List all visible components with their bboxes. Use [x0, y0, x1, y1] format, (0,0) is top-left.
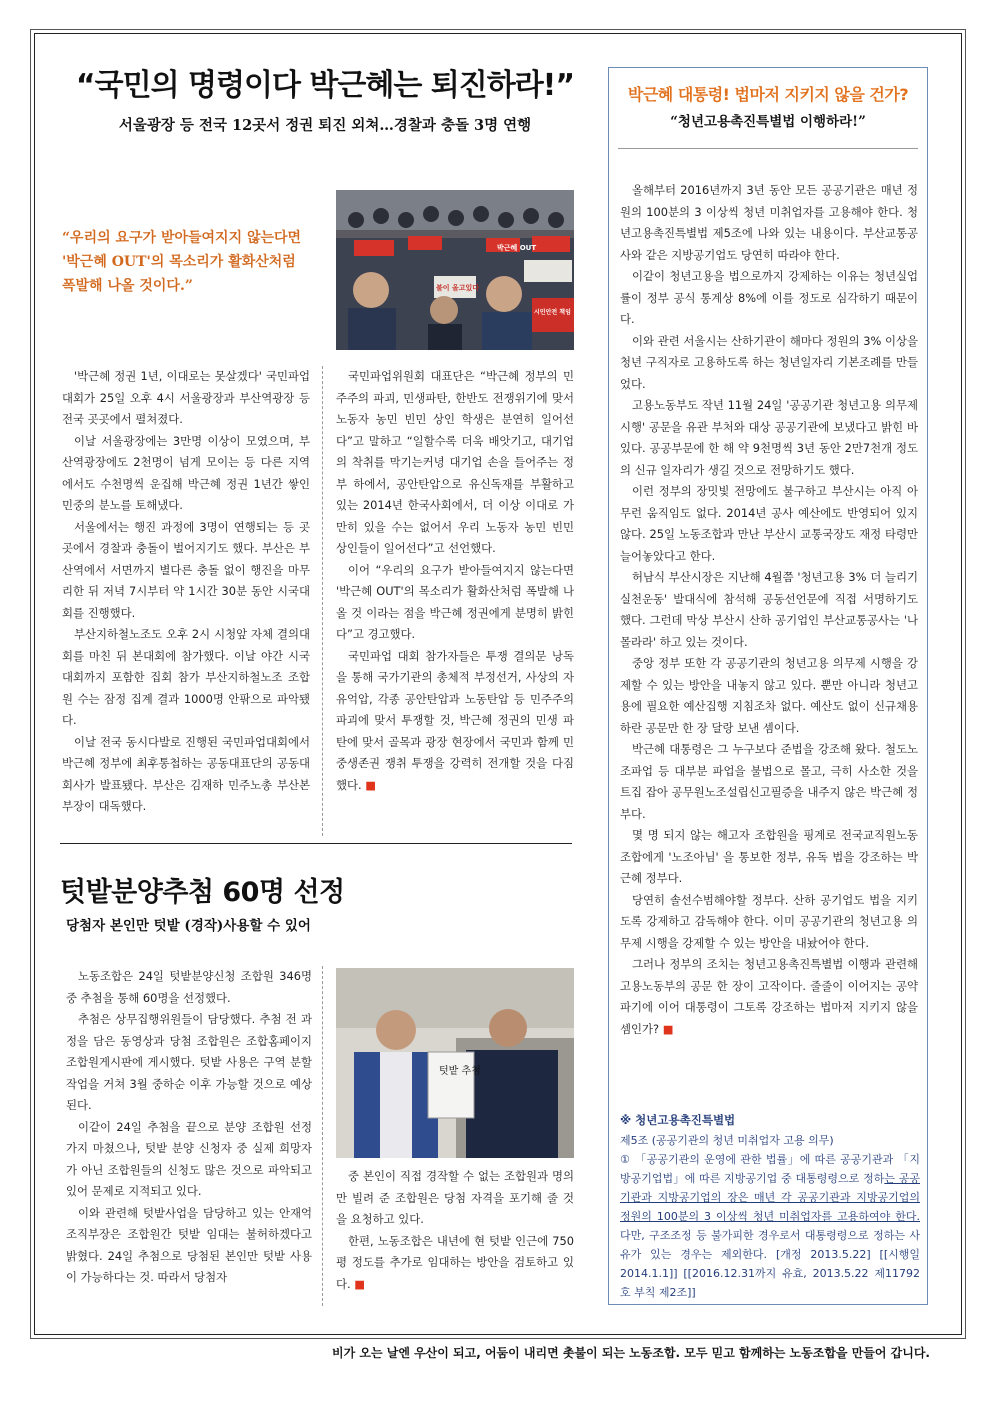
- paragraph: 국민파업위원회 대표단은 “박근혜 정부의 민주주의 파괴, 민생파탄, 한반도 전쟁위기에 맞서 노동자 농민 빈민 상인 학생은 분연히 일어선다”고 말하고 “일할수록 더욱 배앗기고, 대기업의 착취를 막기는커녕 대기업 손을 들어주는 정부 하에서, 공안탄압으로 유신독재를 부활하고 있는 2014년 한국사회에서, 더 이상 이대로 가만히 있을 수는 없어서 우리 노동자 농민 빈민 상인들이 일어선다”고 선언했다.: [336, 369, 574, 555]
- footer-slogan: 비가 오는 날엔 우산이 되고, 어둠이 내리면 촛불이 되는 노동조합. 모두 믿고 함께하는 노동조합을 만들어 갑니다.: [332, 1346, 930, 1360]
- article1-column-1: [62, 366, 310, 818]
- photo-sign-fire: 불이 올고있다: [436, 284, 480, 292]
- paragraph: 올해부터 2016년까지 3년 동안 모든 공공기관은 매년 정원의 100분의 3 이상씩 청년 미취업자를 고용해야 한다. 청년고용촉진특별법 제5조에 나와 있는 내용이다. 부산교통공사와 같은 지방공기업도 당연히 따라야 한다.: [620, 183, 918, 262]
- article1-headline: “국민의 명령이다 박근혜는 퇴진하라!”: [75, 68, 575, 103]
- article1-subhead: 서울광장 등 전국 12곳서 정권 퇴진 외쳐…경찰과 충돌 3명 연행: [118, 117, 532, 134]
- law-clause-start: ① 「공공기관의 운영에 관한 법률」에 따른 공공기관과 「지방공기업법」에 따른 지방공기업 중 대통령령으로 정하: [620, 1153, 920, 1185]
- paragraph: 중 본인이 직접 경작할 수 없는 조합원과 명의만 빌려 준 조합원은 당첨 자격을 포기해 줄 것을 요청하고 있다.: [336, 1169, 574, 1226]
- sidebar-title: 박근혜 대통령! 법마저 지키지 않을 건가?: [627, 85, 909, 104]
- paragraph: 추첨은 상무집행위원들이 담당했다. 추첨 전 과정을 담은 동영상과 당첨 조합원은 조합홈페이지 조합원게시판에 게시했다. 텃밭 사용은 구역 분할 작업을 거쳐 3월 중하순 이후 가능할 것으로 예상된다.: [66, 1012, 312, 1112]
- paragraph: 이와 관련 서울시는 산하기관이 해마다 정원의 3% 이상을 청년 구직자로 고용하도록 하는 청년일자리 기본조례를 만들었다.: [620, 333, 918, 391]
- paragraph: 이날 서울광장에는 3만명 이상이 모였으며, 부산역광장에도 2천명이 넘게 모이는 등 다른 지역에서도 수천명씩 운집해 박근혜 정권 1년간 쌓인 민중의 분노를 토해냈다.: [62, 433, 310, 512]
- sidebar-body: [620, 180, 918, 1040]
- paragraph: 허남식 부산시장은 지난해 4월쯤 '청년고용 3% 더 늘리기 실천운동' 발대식에 참석해 공동선언문에 직접 서명하기도 했다. 그런데 막상 부산시 산하 공기업인 부산교통공사는 '나 몰라라' 하고 있는 것이다.: [620, 570, 918, 649]
- end-mark: ■: [365, 777, 377, 792]
- paragraph: 이어 “우리의 요구가 받아들여지지 않는다면 '박근혜 OUT'의 목소리가 활화산처럼 폭발해 나올 것 이라는 점을 박근혜 정권에게 분명히 밝힌다”고 경고했다.: [336, 562, 574, 641]
- end-mark: ■: [662, 1021, 674, 1036]
- law-excerpt: [620, 1131, 920, 1302]
- article2-headline: 텃밭분양추첨 60명 선정: [60, 877, 345, 908]
- law-title: ※ 청년고용촉진특별법: [620, 1113, 736, 1127]
- article2-subhead: 당첨자 본인만 텃밭 (경작)사용할 수 있어: [66, 918, 311, 934]
- sidebar-divider: [618, 148, 918, 149]
- paragraph: 부산지하철노조도 오후 2시 시청앞 자체 결의대회를 마친 뒤 본대회에 참가했다. 이날 야간 시국대회까지 포함한 집회 참가 부산지하철노조 조합원 수는 잠정 집계 결과 1000명 안팎으로 파악됐다.: [62, 627, 310, 727]
- paragraph-text: 한편, 노동조합은 내년에 현 텃밭 인근에 750평 정도를 추가로 임대하는 방안을 검토하고 있다.: [336, 1233, 574, 1291]
- law-clause: [620, 1150, 920, 1302]
- column-divider: [322, 966, 323, 1306]
- paragraph: 중앙 정부 또한 각 공공기관의 청년고용 의무제 시행을 강제할 수 있는 방안을 내놓지 않고 있다. 뿐만 아니라 청년고용에 필요한 예산집행 지침조차 없다. 예산도 없이 신규채용하란 공문만 한 장 달랑 보낸 셈이다.: [620, 656, 918, 735]
- end-mark: ■: [354, 1276, 366, 1291]
- lottery-photo: [336, 968, 574, 1158]
- paragraph-text: 그러나 정부의 조치는 청년고용촉진특별법 이행과 관련해 고용노동부의 공문 한 장이 고작이다. 줄줄이 이어지는 공약 파기에 이어 대통령이 그토록 강조하는 법마저 지키지 않을 셈인가?: [620, 957, 918, 1036]
- paragraph: '박근혜 정권 1년, 이대로는 못살겠다' 국민파업 대회가 25일 오후 4시 서울광장과 부산역광장 등 전국 곳곳에서 펼쳐졌다.: [62, 369, 310, 426]
- paragraph: [620, 954, 918, 1040]
- paragraph: 당연히 솔선수범해야할 정부다. 산하 공기업도 법을 지키도록 강제하고 감독해야 한다. 이미 공공기관의 청년고용 의무제 시행을 강제할 수 있는 방안을 내놨어야 한다.: [620, 892, 918, 950]
- column-divider: [322, 366, 323, 836]
- ballot-box-label: 텃밭 추첨: [439, 1066, 481, 1077]
- paragraph: 고용노동부도 작년 11월 24일 '공공기관 청년고용 의무제 시행' 공문을 유관 부처와 대상 공공기관에 보냈다고 밝힌 바 있다. 공공부문에 한 해 약 9천명씩 3년 동안 2만7천개 정도의 신규 일자리가 생길 것으로 전망하기도 했다.: [620, 398, 918, 477]
- paragraph: 이와 관련해 텃밭사업을 담당하고 있는 안재억 조직부장은 조합원간 텃밭 임대는 불허하겠다고 밝혔다. 24일 추첨으로 당첨된 본인만 텃밭 사용이 가능하다는 것. 따라서 당첨자: [66, 1205, 312, 1284]
- paragraph: 이날 전국 동시다발로 진행된 국민파업대회에서 박근혜 정부에 최후통첩하는 공동대표단의 공동대회사가 발표됐다. 부산은 김재하 민주노총 부산본부장이 대독했다.: [62, 734, 310, 813]
- photo-sign-safety: 시민안전 책임: [534, 309, 571, 316]
- paragraph: 몇 명 되지 않는 해고자 조합원을 핑계로 전국교직원노동조합에게 '노조아님' 을 통보한 정부, 유독 법을 강조하는 박근혜 정부다.: [620, 828, 918, 885]
- paragraph: 박근혜 대통령은 그 누구보다 준법을 강조해 왔다. 철도노조파업 등 대부분 파업을 불법으로 몰고, 극히 사소한 것을 트집 잡아 공무원노조설립신고필증을 내주지 않은 박근혜 정부다.: [620, 742, 918, 821]
- paragraph: 이같이 청년고용을 법으로까지 강제하는 이유는 청년실업률이 정부 공식 통계상 8%에 이를 정도로 심각하기 때문이다.: [620, 269, 918, 326]
- paragraph: [336, 1231, 574, 1296]
- paragraph: 이런 정부의 장밋빛 전망에도 불구하고 부산시는 아직 아무런 움직임도 없다. 2014년 공사 예산에도 반영되어 있지 않다. 25일 노동조합과 만난 부산시 교통국장도 재정 타령만 늘어놓았다고 한다.: [620, 484, 918, 563]
- paragraph: 노동조합은 24일 텃밭분양신청 조합원 346명 중 추첨을 통해 60명을 선정했다.: [66, 969, 312, 1005]
- photo-sign-out: 박근혜 OUT: [497, 244, 537, 252]
- article2-column-2: [336, 1166, 574, 1295]
- law-article: 제5조 (공공기관의 청년 미취업자 고용 의무): [620, 1134, 834, 1147]
- article2-column-1: [66, 966, 312, 1289]
- law-clause-end: 다만, 구조조정 등 불가피한 경우로서 대통령령으로 정하는 사유가 있는 경우는 제외한다. [개정 2013.5.22] [[시행일 2014.1.1]] [[2016.12.31까지 유효, 2013.5.22 제11792호 부칙 제2조]]: [620, 1229, 920, 1299]
- paragraph: [336, 646, 574, 797]
- rally-photo: [336, 190, 574, 350]
- paragraph: 이같이 24일 추첨을 끝으로 분양 조합원 선정가지 마쳤으나, 텃밭 분양 신청자 중 실제 희망자가 아닌 조합원들의 신청도 많은 것으로 파악되고 있어 문제로 지적되고 있다.: [66, 1119, 312, 1198]
- sidebar-subtitle: “청년고용촉진특별법 이행하라!”: [670, 114, 866, 130]
- paragraph: 서울에서는 행진 과정에 3명이 연행되는 등 곳곳에서 경찰과 충돌이 벌어지기도 했다. 부산은 부산역에서 서면까지 별다른 충돌 없이 행진을 마무리한 뒤 저녁 7시부터 약 1시간 30분 동안 시국대회를 진행했다.: [62, 519, 310, 620]
- article1-column-2: [336, 366, 574, 796]
- paragraph-text: 국민파업 대회 참가자들은 투쟁 결의문 낭독을 통해 국가기관의 총체적 부정선거, 사상의 자유억압, 각종 공안탄압과 노동탄압 등 민주주의 파괴에 맞서 투쟁할 것, 박근혜 정권의 민생 파탄에 맞서 골목과 광장 현장에서 국민과 함께 민중생존권 쟁취 투쟁을 강력히 전개할 것을 다짐했다.: [336, 648, 574, 792]
- article-divider: [60, 843, 572, 844]
- article1-pull-quote: “우리의 요구가 받아들여지지 않는다면 '박근혜 OUT'의 목소리가 활화산처럼 폭발해 나올 것이다.”: [62, 230, 302, 294]
- law-clause-underlined: 는 공공기관과 지방공기업의 장은 매년 각 공공기관과 지방공기업의 정원의 100분의 3 이상씩 청년 미취업자를 고용하여야 한다.: [620, 1172, 920, 1223]
